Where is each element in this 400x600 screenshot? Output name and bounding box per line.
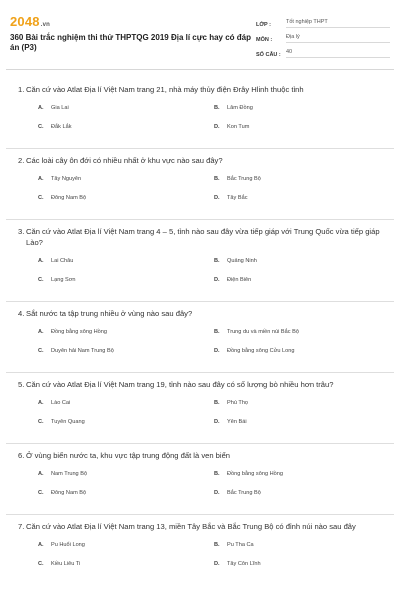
option-text: Trung du và miền núi Bắc Bộ: [227, 329, 299, 335]
question-list: [6, 78, 394, 585]
question-2: [6, 149, 394, 220]
option-text: Tây Côn Lĩnh: [227, 561, 261, 567]
answer-option-b[interactable]: [214, 400, 390, 419]
question-text: Sắt nước ta tập trung nhiều ở vùng nào sau đây?: [26, 309, 193, 318]
question-stem: [6, 84, 394, 95]
option-letter: A.: [38, 258, 44, 264]
option-text: Lai Châu: [51, 258, 74, 264]
question-number: 1.: [18, 85, 25, 94]
option-letter: C.: [38, 561, 44, 567]
answer-option-a[interactable]: [38, 471, 214, 490]
answer-options: [6, 542, 394, 580]
option-letter: A.: [38, 471, 44, 477]
question-number: 5.: [18, 380, 25, 389]
option-letter: A.: [38, 105, 44, 111]
logo-suffix: .vn: [40, 22, 51, 28]
option-letter: C.: [38, 490, 44, 496]
answer-options: [6, 329, 394, 367]
option-text: Đông Nam Bộ: [51, 195, 87, 201]
option-letter: D.: [214, 195, 220, 201]
question-text: Các loài cây ôn đới có nhiều nhất ở khu vực nào sau đây?: [26, 156, 223, 165]
answer-option-c[interactable]: [38, 195, 214, 214]
option-letter: D.: [214, 561, 220, 567]
option-text: Lạng Sơn: [51, 277, 76, 283]
option-text: Đắk Lắk: [51, 124, 72, 130]
answer-option-d[interactable]: [214, 195, 390, 214]
answer-options: [6, 105, 394, 143]
option-text: Pu Huổi Long: [51, 542, 85, 548]
question-1: [6, 78, 394, 149]
option-letter: B.: [214, 105, 220, 111]
option-text: Kon Tum: [227, 124, 250, 130]
option-text: Pu Tha Ca: [227, 542, 254, 548]
question-6: [6, 444, 394, 515]
answer-option-d[interactable]: [214, 277, 390, 296]
option-text: Kiều Liêu Ti: [51, 561, 81, 567]
answer-options: [6, 400, 394, 438]
question-text: Ở vùng biển nước ta, khu vực tập trung động đất là ven biển: [26, 451, 231, 460]
answer-option-c[interactable]: [38, 124, 214, 143]
option-text: Duyên hải Nam Trung Bộ: [51, 348, 114, 354]
answer-option-a[interactable]: [38, 400, 214, 419]
meta-value-subject: Địa lý: [286, 34, 390, 43]
meta-value-class: Tốt nghiệp THPT: [286, 19, 390, 28]
option-letter: D.: [214, 419, 220, 425]
option-letter: B.: [214, 258, 220, 264]
question-text: Căn cứ vào Atlat Địa lí Việt Nam trang 19, tỉnh nào sau đây có số lượng bò nhiều hơn trâu?: [26, 380, 334, 389]
meta-row-count: [256, 44, 390, 58]
answer-option-b[interactable]: [214, 176, 390, 195]
option-text: Gia Lai: [51, 105, 69, 111]
option-letter: C.: [38, 348, 44, 354]
option-text: Bắc Trung Bộ: [227, 490, 261, 496]
question-number: 2.: [18, 156, 25, 165]
option-text: Lào Cai: [51, 400, 71, 406]
question-stem: [6, 521, 394, 532]
option-letter: A.: [38, 176, 44, 182]
option-text: Đông Nam Bộ: [51, 490, 87, 496]
option-letter: D.: [214, 277, 220, 283]
option-text: Lâm Đồng: [227, 105, 253, 111]
answer-option-d[interactable]: [214, 419, 390, 438]
option-text: Đồng bằng sông Hồng: [51, 329, 107, 335]
meta-value-count: 40: [286, 49, 390, 58]
question-number: 4.: [18, 309, 25, 318]
answer-option-a[interactable]: [38, 258, 214, 277]
question-number: 6.: [18, 451, 25, 460]
answer-options: [6, 176, 394, 214]
option-letter: A.: [38, 542, 44, 548]
meta-row-subject: [256, 29, 390, 43]
answer-option-a[interactable]: [38, 176, 214, 195]
logo-main: 2048: [10, 14, 40, 29]
meta-label-count: SỐ CÂU :: [256, 52, 281, 58]
option-letter: C.: [38, 195, 44, 201]
option-letter: D.: [214, 348, 220, 354]
question-text: Căn cứ vào Atlat Địa lí Việt Nam trang 21, nhà máy thủy điện Đrây Hlinh thuộc tỉnh: [26, 85, 304, 94]
document-meta: [256, 14, 390, 59]
option-letter: B.: [214, 471, 220, 477]
option-letter: B.: [214, 176, 220, 182]
meta-row-class: [256, 14, 390, 28]
answer-option-d[interactable]: [214, 490, 390, 509]
option-text: Đồng bằng sông Cửu Long: [227, 348, 295, 354]
option-letter: B.: [214, 329, 220, 335]
option-text: Phú Thọ: [227, 400, 249, 406]
question-stem: [6, 155, 394, 166]
meta-label-class: LỚP :: [256, 22, 271, 28]
answer-option-b[interactable]: [214, 329, 390, 348]
option-letter: B.: [214, 542, 220, 548]
option-letter: C.: [38, 277, 44, 283]
option-text: Yên Bái: [227, 419, 247, 425]
option-letter: D.: [214, 490, 220, 496]
option-text: Tây Nguyên: [51, 176, 82, 182]
answer-option-a[interactable]: [38, 105, 214, 124]
document-header: [6, 6, 394, 70]
question-3: [6, 220, 394, 302]
option-text: Điện Biên: [227, 277, 252, 283]
question-4: [6, 302, 394, 373]
worksheet-page: [6, 6, 394, 594]
question-text: Căn cứ vào Atlat Địa lí Việt Nam trang 4 – 5, tỉnh nào sau đây vừa tiếp giáp với Trung Quốc vừa tiếp giáp Lào?: [26, 227, 380, 247]
option-text: Tây Bắc: [227, 195, 248, 201]
answer-option-c[interactable]: [38, 561, 214, 580]
answer-option-d[interactable]: [214, 348, 390, 367]
option-letter: D.: [214, 124, 220, 130]
site-logo[interactable]: [10, 14, 50, 29]
answer-options: [6, 471, 394, 509]
question-number: 3.: [18, 227, 25, 236]
question-stem: [6, 308, 394, 319]
answer-option-b[interactable]: [214, 542, 390, 561]
answer-option-b[interactable]: [214, 471, 390, 490]
option-letter: B.: [214, 400, 220, 406]
question-7: [6, 515, 394, 585]
option-text: Bắc Trung Bộ: [227, 176, 261, 182]
answer-option-a[interactable]: [38, 329, 214, 348]
answer-option-c[interactable]: [38, 419, 214, 438]
answer-option-c[interactable]: [38, 348, 214, 367]
question-5: [6, 373, 394, 444]
document-title: 360 Bài trắc nghiệm thi thử THPTQG 2019 Địa lí cực hay có đáp án (P3): [10, 33, 251, 52]
option-text: Đồng bằng sông Hồng: [227, 471, 283, 477]
answer-option-c[interactable]: [38, 490, 214, 509]
question-number: 7.: [18, 522, 25, 531]
answer-option-c[interactable]: [38, 277, 214, 296]
answer-option-d[interactable]: [214, 561, 390, 580]
question-stem: [6, 226, 394, 248]
question-stem: [6, 450, 394, 461]
answer-option-d[interactable]: [214, 124, 390, 143]
answer-option-a[interactable]: [38, 542, 214, 561]
option-text: Quảng Ninh: [227, 258, 257, 264]
meta-label-subject: MÔN :: [256, 37, 273, 43]
question-text: Căn cứ vào Atlat Địa lí Việt Nam trang 13, miền Tây Bắc và Bắc Trung Bộ có đỉnh núi nào sau đây: [26, 522, 356, 531]
question-stem: [6, 379, 394, 390]
answer-option-b[interactable]: [214, 105, 390, 124]
option-text: Nam Trung Bộ: [51, 471, 88, 477]
option-letter: C.: [38, 419, 44, 425]
option-letter: C.: [38, 124, 44, 130]
option-letter: A.: [38, 400, 44, 406]
answer-option-b[interactable]: [214, 258, 390, 277]
option-letter: A.: [38, 329, 44, 335]
answer-options: [6, 258, 394, 296]
option-text: Tuyên Quang: [51, 419, 85, 425]
